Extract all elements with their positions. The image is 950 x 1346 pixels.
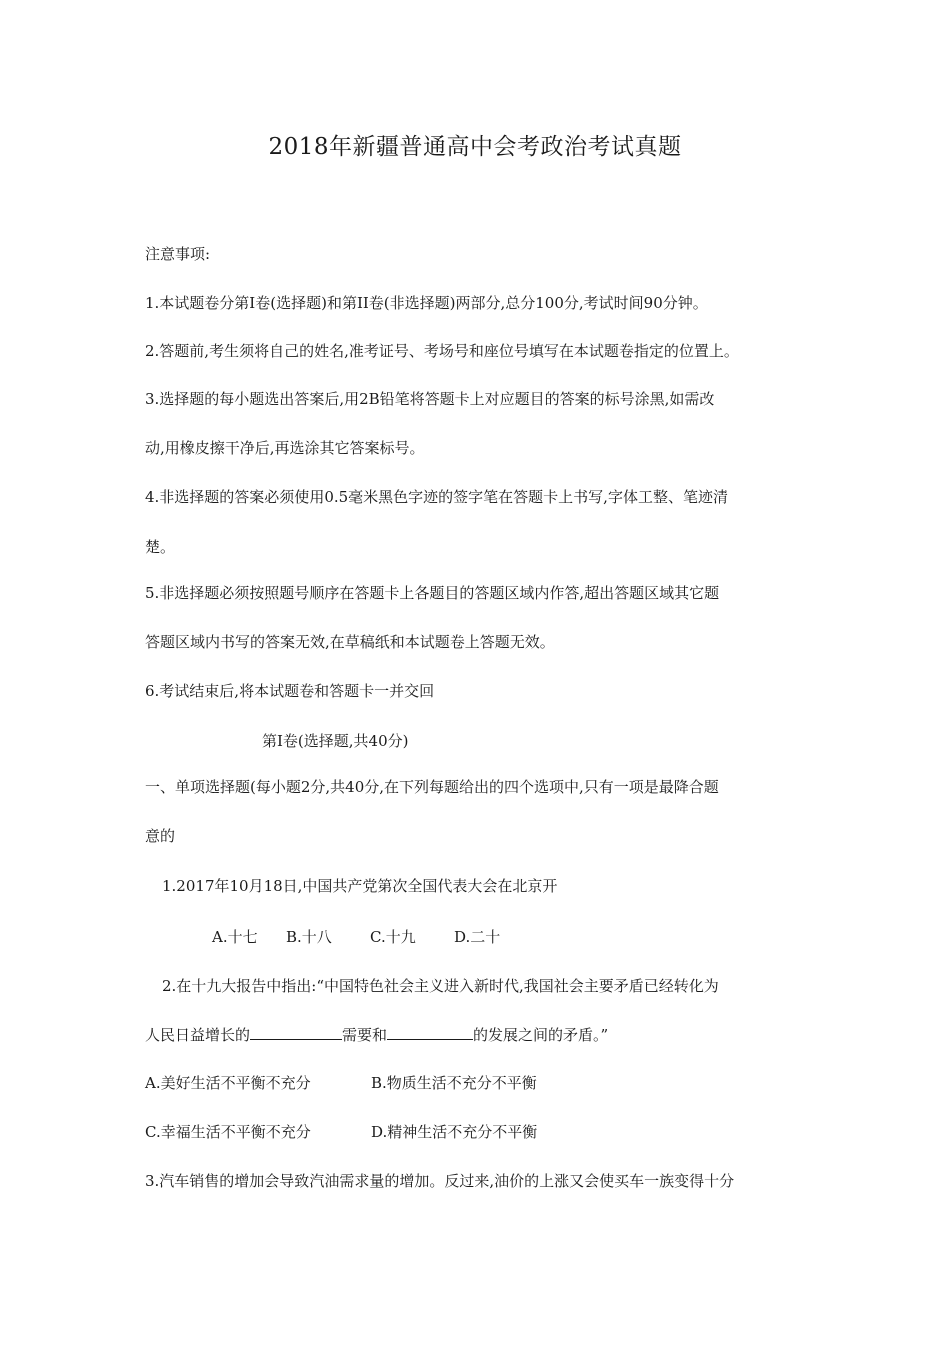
page-title: 2018年新疆普通高中会考政治考试真题: [268, 134, 682, 160]
stem-text: 的发展之间的矛盾。”: [473, 1026, 609, 1044]
question-1-stem: 1.2017年10月18日,中国共产党第次全国代表大会在北京开: [162, 877, 558, 895]
stem-text: 需要和: [342, 1026, 388, 1044]
notice-item: 1.本试题卷分第I卷(选择题)和第II卷(非选择题)两部分,总分100分,考试时间90分钟。: [145, 294, 708, 312]
fill-blank: [250, 1025, 342, 1040]
notice-item: 楚。: [145, 538, 176, 556]
section-instruction: 意的: [145, 827, 176, 845]
notice-item: 6.考试结束后,将本试题卷和答题卡一并交回: [145, 682, 435, 700]
question-2-options-row1: [145, 1073, 537, 1093]
option-a: A.十七: [212, 928, 258, 946]
question-2-options-row2: [145, 1122, 537, 1142]
option-d: D.二十: [454, 928, 501, 946]
option-b: B.物质生活不充分不平衡: [371, 1074, 537, 1092]
question-3-stem: 3.汽车销售的增加会导致汽油需求量的增加。反过来,油价的上涨又会使买车一族变得十分: [145, 1172, 735, 1190]
question-2-stem-line2: [145, 1025, 608, 1045]
notice-item: 5.非选择题必须按照题号顺序在答题卡上各题目的答题区域内作答,超出答题区域其它题: [145, 584, 720, 602]
option-d: D.精神生活不充分不平衡: [371, 1123, 538, 1141]
notice-item: 3.选择题的每小题选出答案后,用2B铅笔将答题卡上对应题目的答案的标号涂黑,如需改: [145, 390, 715, 408]
question-2-stem: 2.在十九大报告中指出:“中国特色社会主义进入新时代,我国社会主要矛盾已经转化为: [162, 977, 719, 995]
section-instruction: 一、单项选择题(每小题2分,共40分,在下列每题给出的四个选项中,只有一项是最降合题: [145, 778, 719, 796]
section-heading: 第I卷(选择题,共40分): [262, 732, 409, 750]
notice-heading: 注意事项:: [145, 245, 211, 263]
option-c: C.十九: [370, 928, 416, 946]
notice-item: 答题区域内书写的答案无效,在草稿纸和本试题卷上答题无效。: [145, 633, 555, 651]
stem-text: 人民日益增长的: [145, 1026, 251, 1044]
option-a: A.美好生活不平衡不充分: [145, 1074, 311, 1092]
fill-blank: [387, 1025, 473, 1040]
notice-item: 动,用橡皮擦干净后,再选涂其它答案标号。: [145, 439, 425, 457]
question-1-options: [212, 927, 500, 947]
notice-item: 4.非选择题的答案必须使用0.5毫米黑色字迹的签字笔在答题卡上书写,字体工整、笔迹清: [145, 488, 728, 506]
option-b: B.十八: [286, 928, 332, 946]
option-c: C.幸福生活不平衡不充分: [145, 1123, 311, 1141]
notice-item: 2.答题前,考生须将自己的姓名,准考证号、考场号和座位号填写在本试题卷指定的位置上。: [145, 342, 739, 360]
